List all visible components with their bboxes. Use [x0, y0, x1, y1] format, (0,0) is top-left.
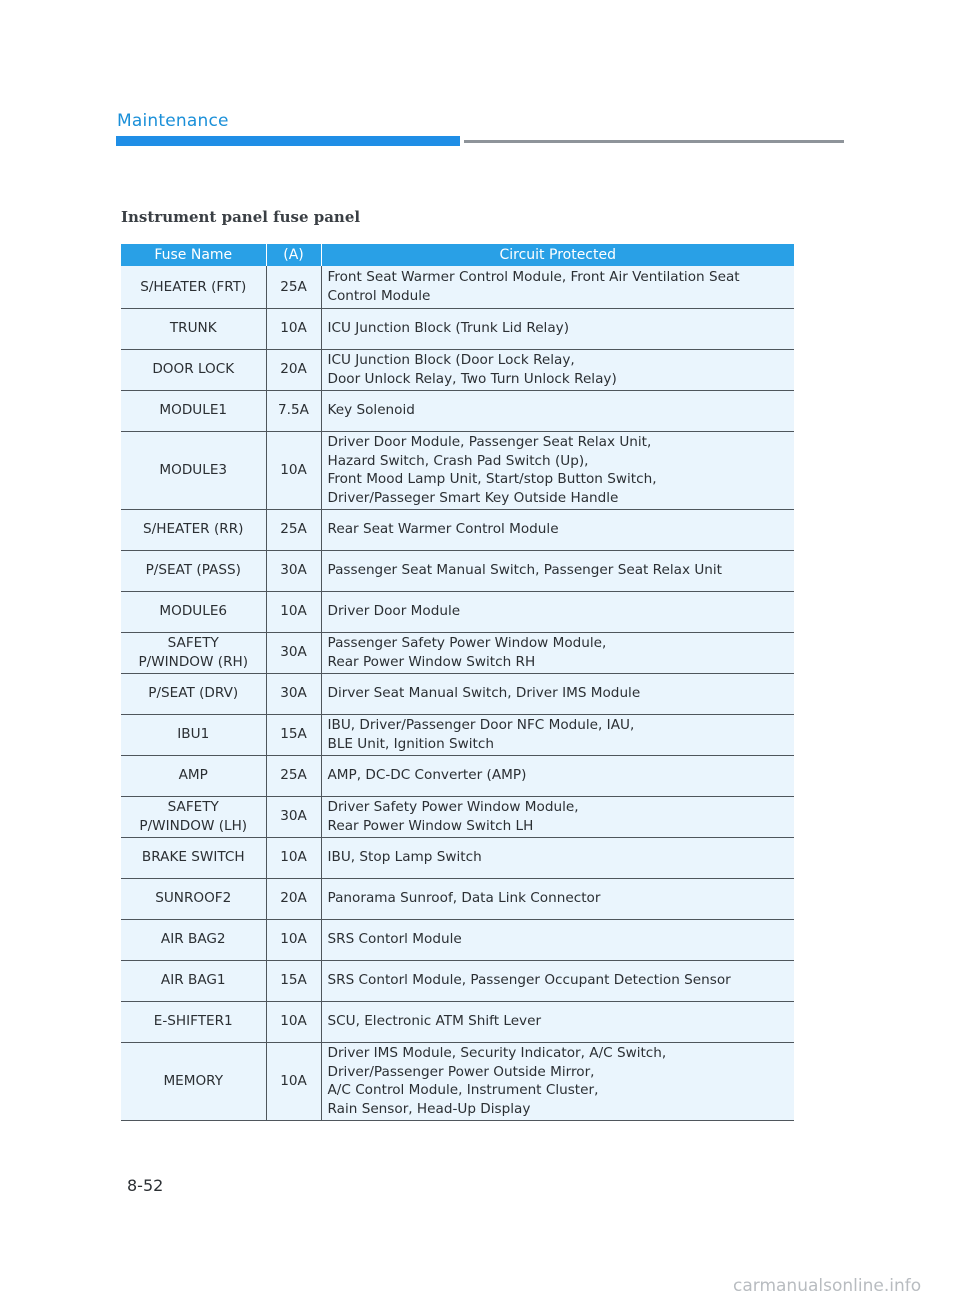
circuit-cell — [321, 431, 794, 509]
watermark: carmanualsonline.info — [733, 1276, 922, 1296]
fuse-name-cell — [121, 673, 266, 714]
amperage-cell: 25A — [266, 266, 321, 308]
table-title: Instrument panel fuse panel — [121, 208, 361, 226]
fuse-name-line: DOOR LOCK — [152, 361, 235, 378]
amperage-cell: 25A — [266, 509, 321, 550]
fuse-name-cell — [121, 796, 266, 837]
table-row — [121, 714, 794, 755]
header-rule — [464, 140, 844, 143]
table-row — [121, 1001, 794, 1042]
fuse-table — [121, 244, 794, 1121]
circuit-line: Control Module — [327, 287, 431, 304]
circuit-line: Driver/Passenger Power Outside Mirror, — [327, 1063, 595, 1080]
fuse-name-line: MEMORY — [163, 1072, 224, 1089]
circuit-line: SCU, Electronic ATM Shift Lever — [327, 1013, 542, 1030]
table-row — [121, 960, 794, 1001]
amperage-cell: 7.5A — [266, 390, 321, 431]
page-number: 8-52 — [127, 1176, 164, 1195]
fuse-name-cell — [121, 550, 266, 591]
fuse-name-line: P/WINDOW (RH) — [138, 653, 249, 670]
table-row — [121, 266, 794, 308]
circuit-line: Front Seat Warmer Control Module, Front Air Ventilation Seat — [327, 269, 740, 286]
fuse-name-line: TRUNK — [169, 320, 217, 337]
circuit-line: Driver Door Module — [327, 603, 461, 620]
table-row — [121, 632, 794, 673]
circuit-line: Key Solenoid — [327, 402, 415, 419]
fuse-name-line: SUNROOF2 — [155, 890, 232, 907]
amperage-cell: 15A — [266, 960, 321, 1001]
circuit-cell — [321, 919, 794, 960]
fuse-name-line: P/SEAT (PASS) — [145, 562, 241, 579]
table-row — [121, 349, 794, 390]
fuse-name-line: S/HEATER (FRT) — [140, 278, 247, 295]
fuse-name-line: MODULE6 — [159, 603, 228, 620]
table-header-row — [121, 244, 794, 266]
table-row — [121, 1042, 794, 1120]
circuit-cell — [321, 755, 794, 796]
circuit-line: IBU, Driver/Passenger Door NFC Module, IAU, — [327, 717, 635, 733]
table-row — [121, 591, 794, 632]
fuse-name-cell — [121, 266, 266, 308]
circuit-line: Passenger Seat Manual Switch, Passenger Seat Relax Unit — [327, 562, 723, 579]
circuit-line: Driver Safety Power Window Module, — [327, 799, 579, 815]
circuit-cell — [321, 349, 794, 390]
amperage-cell: 10A — [266, 837, 321, 878]
amperage-cell: 30A — [266, 550, 321, 591]
table-row — [121, 550, 794, 591]
circuit-cell — [321, 673, 794, 714]
circuit-cell — [321, 266, 794, 308]
circuit-cell — [321, 714, 794, 755]
fuse-name-cell — [121, 919, 266, 960]
fuse-name-cell — [121, 349, 266, 390]
circuit-line: Rear Power Window Switch RH — [327, 653, 536, 670]
circuit-line: SRS Contorl Module — [327, 931, 462, 948]
circuit-line: BLE Unit, Ignition Switch — [327, 735, 494, 752]
table-row — [121, 509, 794, 550]
section-title: Maintenance — [117, 111, 229, 131]
table-row — [121, 673, 794, 714]
circuit-line: Driver/Passeger Smart Key Outside Handle — [327, 489, 619, 506]
fuse-name-cell — [121, 390, 266, 431]
fuse-name-line: S/HEATER (RR) — [143, 521, 244, 538]
circuit-line: A/C Control Module, Instrument Cluster, — [327, 1082, 599, 1098]
table-row — [121, 390, 794, 431]
table-row — [121, 837, 794, 878]
circuit-line: Driver Door Module, Passenger Seat Relax Unit, — [327, 434, 652, 450]
circuit-cell — [321, 308, 794, 349]
fuse-name-line: MODULE1 — [159, 402, 228, 419]
circuit-cell — [321, 390, 794, 431]
circuit-line: Front Mood Lamp Unit, Start/stop Button Switch, — [327, 471, 657, 487]
header-accent-bar — [116, 136, 460, 146]
fuse-name-cell — [121, 878, 266, 919]
fuse-name-line: IBU1 — [177, 726, 210, 743]
amperage-cell: 20A — [266, 878, 321, 919]
fuse-name-cell — [121, 755, 266, 796]
amperage-cell: 10A — [266, 591, 321, 632]
fuse-name-cell — [121, 837, 266, 878]
circuit-cell — [321, 837, 794, 878]
fuse-name-line: AIR BAG1 — [160, 972, 226, 989]
amperage-cell: 25A — [266, 755, 321, 796]
circuit-line: Hazard Switch, Crash Pad Switch (Up), — [327, 452, 589, 469]
fuse-name-cell — [121, 632, 266, 673]
fuse-name-line: MODULE3 — [159, 461, 228, 478]
fuse-name-line: P/WINDOW (LH) — [139, 817, 248, 834]
circuit-cell — [321, 796, 794, 837]
circuit-line: Rear Seat Warmer Control Module — [327, 521, 559, 538]
fuse-name-cell — [121, 509, 266, 550]
circuit-cell — [321, 591, 794, 632]
circuit-line: SRS Contorl Module, Passenger Occupant Detection Sensor — [327, 972, 731, 989]
amperage-cell: 10A — [266, 308, 321, 349]
circuit-line: IBU, Stop Lamp Switch — [327, 849, 482, 866]
table-row — [121, 431, 794, 509]
column-header-fuse-name: Fuse Name — [121, 244, 266, 266]
circuit-cell — [321, 550, 794, 591]
circuit-line: AMP, DC-DC Converter (AMP) — [327, 767, 527, 784]
column-header-amperage: (A) — [266, 244, 321, 266]
fuse-name-line: AIR BAG2 — [160, 931, 226, 948]
circuit-cell — [321, 1001, 794, 1042]
fuse-name-cell — [121, 714, 266, 755]
fuse-name-line: P/SEAT (DRV) — [148, 685, 239, 702]
fuse-name-cell — [121, 1001, 266, 1042]
circuit-line: Passenger Safety Power Window Module, — [327, 635, 607, 651]
circuit-line: Rain Sensor, Head-Up Display — [327, 1100, 531, 1117]
circuit-cell — [321, 878, 794, 919]
circuit-cell — [321, 1042, 794, 1120]
circuit-line: ICU Junction Block (Door Lock Relay, — [327, 352, 575, 368]
circuit-cell — [321, 632, 794, 673]
circuit-line: Dirver Seat Manual Switch, Driver IMS Module — [327, 685, 641, 702]
fuse-name-cell — [121, 1042, 266, 1120]
amperage-cell: 15A — [266, 714, 321, 755]
circuit-cell — [321, 509, 794, 550]
fuse-name-line: BRAKE SWITCH — [141, 849, 245, 866]
circuit-line: Door Unlock Relay, Two Turn Unlock Relay) — [327, 370, 617, 387]
amperage-cell: 10A — [266, 431, 321, 509]
table-row — [121, 919, 794, 960]
fuse-name-cell — [121, 308, 266, 349]
amperage-cell: 30A — [266, 796, 321, 837]
amperage-cell: 30A — [266, 673, 321, 714]
amperage-cell: 30A — [266, 632, 321, 673]
fuse-table-body — [121, 266, 794, 1120]
table-row — [121, 755, 794, 796]
circuit-line: Driver IMS Module, Security Indicator, A/C Switch, — [327, 1045, 667, 1061]
amperage-cell: 20A — [266, 349, 321, 390]
amperage-cell: 10A — [266, 1001, 321, 1042]
fuse-name-line: SAFETY — [167, 799, 219, 815]
fuse-name-cell — [121, 960, 266, 1001]
fuse-name-line: SAFETY — [167, 635, 219, 651]
circuit-cell — [321, 960, 794, 1001]
amperage-cell: 10A — [266, 1042, 321, 1120]
table-row — [121, 878, 794, 919]
circuit-line: Rear Power Window Switch LH — [327, 817, 534, 834]
circuit-line: ICU Junction Block (Trunk Lid Relay) — [327, 320, 570, 337]
circuit-line: Panorama Sunroof, Data Link Connector — [327, 890, 601, 907]
amperage-cell: 10A — [266, 919, 321, 960]
fuse-name-line: AMP — [178, 767, 208, 784]
fuse-name-cell — [121, 431, 266, 509]
fuse-name-line: E-SHIFTER1 — [153, 1013, 233, 1030]
table-row — [121, 796, 794, 837]
column-header-circuit: Circuit Protected — [321, 244, 794, 266]
fuse-name-cell — [121, 591, 266, 632]
table-row — [121, 308, 794, 349]
